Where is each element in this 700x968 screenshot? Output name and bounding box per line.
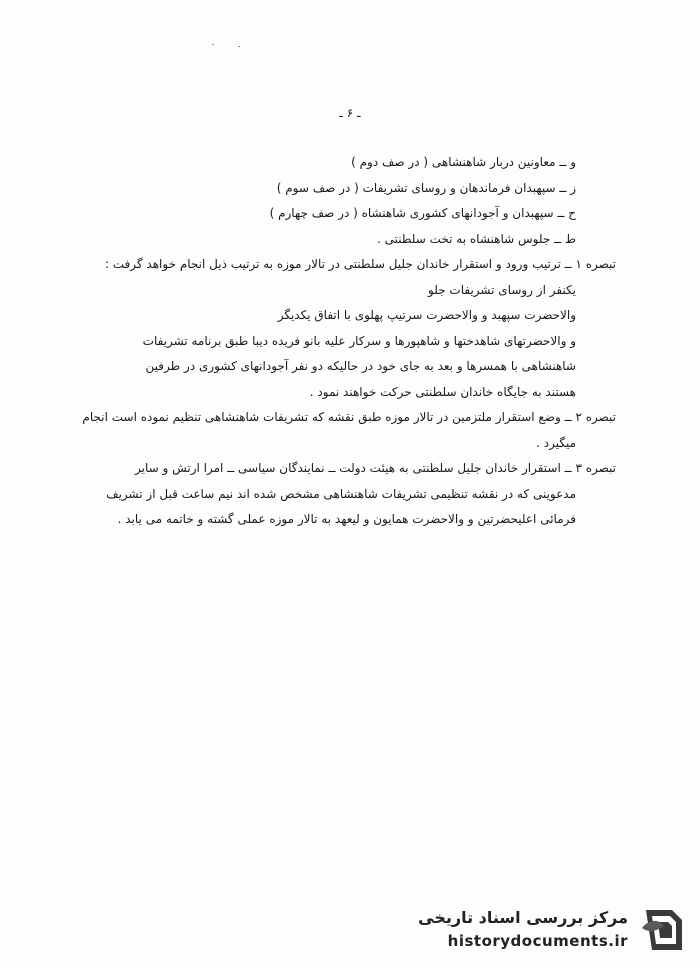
body-line: ط ــ جلوس شاهنشاه به تخت سلطنتی . [377, 231, 576, 246]
scan-speck [212, 44, 214, 45]
body-line: تبصره ۲ ــ وضع استقرار ملتزمین در تالار موزه طبق نقشه که تشریفات شاهنشاهی تنظیم نموده است انجام [82, 410, 616, 424]
scan-speck [238, 46, 240, 47]
body-line: و والاحضرتهای شاهدختها و شاهپورها و سرکار علیه بانو فریده دیبا طبق برنامه تشریفات [142, 333, 576, 348]
archive-url[interactable]: historydocuments.ir [447, 932, 628, 950]
archive-logo-icon [638, 904, 690, 956]
body-line: مدعوینی که در نقشه تنظیمی تشریفات شاهنشاهی مشخص شده اند نیم ساعت قبل از تشریف [106, 486, 576, 501]
body-line: تبصره ۳ ــ استقرار خاندان جلیل سلطنتی به هیئت دولت ــ نمایندگان سیاسی ــ امرا ارتش و سایر [135, 461, 616, 475]
body-line: والاحضرت سپهبد و والاحضرت سرتیپ پهلوی با اتفاق یکدیگر [277, 308, 576, 322]
archive-footer [390, 900, 690, 962]
body-line: یکنفر از روسای تشریفات جلو [428, 282, 576, 297]
body-line: میگیرد . [536, 435, 576, 450]
body-line: فرمائی اعلیحضرتین و والاحضرت همایون و لیعهد به تالار موزه عملی گشته و خاتمه می یابد . [117, 512, 576, 526]
body-line: ز ــ سپهبدان فرماندهان و روسای تشریفات ( در صف سوم ) [276, 180, 576, 195]
body-line: تبصره ۱ ــ ترتیب ورود و استقرار خاندان جلیل سلطنتی در تالار موزه به ترتیب ذیل انجام خواهد گرفت : [104, 257, 616, 271]
body-line: شاهنشاهی با همسرها و بعد به جای خود در حالیکه دو نفر آجودانهای کشوری در طرفین [145, 359, 576, 373]
page-number: ـ ۶ ـ [339, 106, 361, 120]
body-line: هستند به جایگاه خاندان سلطنتی حرکت خواهند نمود . [309, 384, 576, 399]
document-body [20, 150, 616, 533]
archive-title: مرکز بررسی اسناد تاریخی [418, 908, 628, 927]
body-line: و ــ معاونین دربار شاهنشاهی ( در صف دوم ) [351, 155, 576, 169]
body-line: ح ــ سپهبدان و آجودانهای کشوری شاهنشاه ( در صف چهارم ) [269, 206, 576, 220]
